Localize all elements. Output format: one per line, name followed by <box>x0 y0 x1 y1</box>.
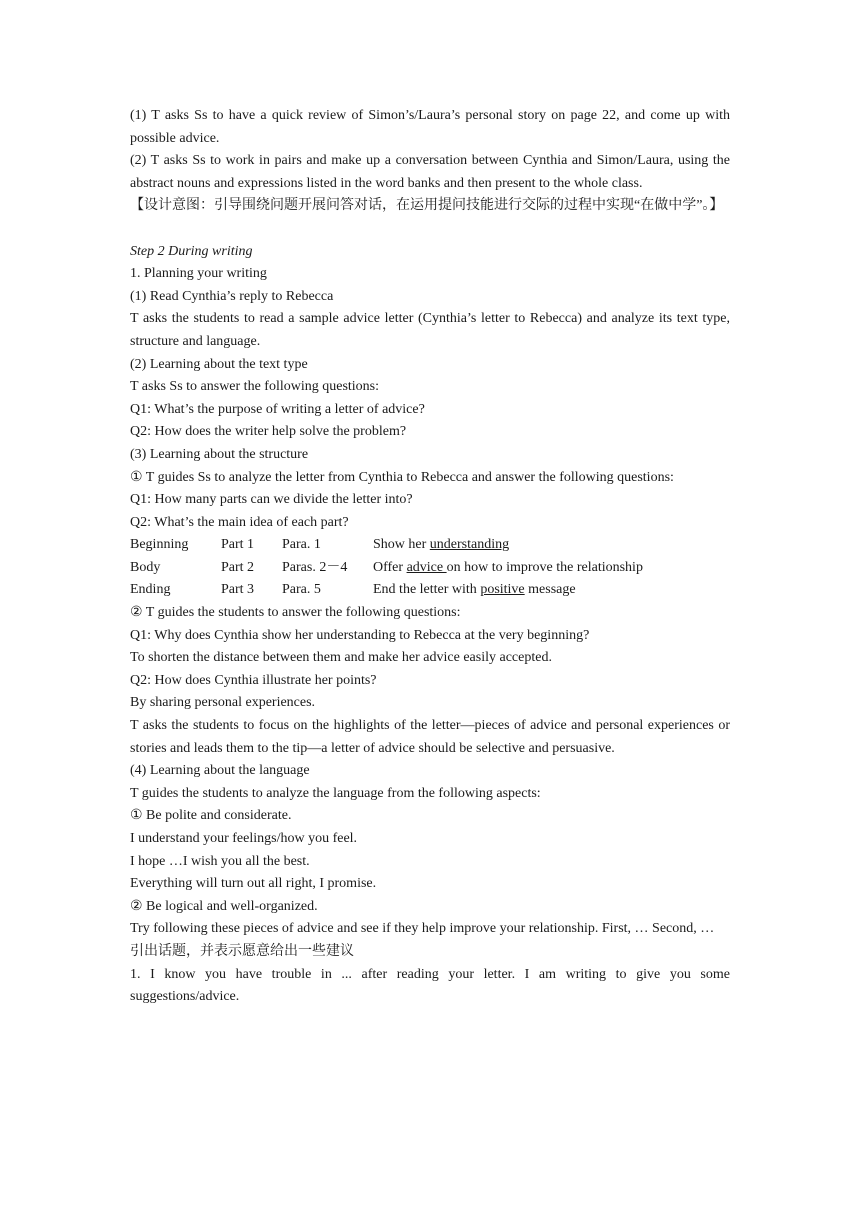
example-sentence: 1. I know you have trouble in ... after reading your letter. I am writing to give you some suggestions/advice. <box>130 966 730 1005</box>
example-sentence: I hope …I wish you all the best. <box>130 853 310 869</box>
language-description: T guides the students to analyze the language from the following aspects: <box>130 785 541 801</box>
part-cell: Part 1 <box>221 537 255 553</box>
language-point-2: ② Be logical and well-organized. <box>130 898 318 914</box>
question: Q1: What’s the purpose of writing a letter of advice? <box>130 401 425 417</box>
para-cell: Para. 5 <box>282 582 321 598</box>
structure-table <box>130 534 730 602</box>
step-heading: Step 2 During writing <box>130 243 253 259</box>
language-heading: (4) Learning about the language <box>130 763 310 779</box>
language-point-1: ① Be polite and considerate. <box>130 808 292 824</box>
example-sentence: Everything will turn out all right, I promise. <box>130 876 377 892</box>
structure-point-2: ② T guides the students to answer the following questions: <box>130 605 461 621</box>
highlights-paragraph: T asks the students to focus on the highlights of the letter—pieces of advice and personal experiences or stories and leads them to the tip—a letter of advice should be selective and persuasive. <box>130 718 730 756</box>
example-sentence: Try following these pieces of advice and see if they help improve your relationship. First, … Second, … <box>130 921 715 937</box>
read-description: T asks the students to read a sample advice letter (Cynthia’s letter to Rebecca) and analyze its text type, structure and language. <box>130 311 730 349</box>
structure-heading: (3) Learning about the structure <box>130 446 309 462</box>
part-cell: Part 3 <box>221 582 255 598</box>
para-cell: Paras. 2－4 <box>282 559 348 575</box>
para-cell: Para. 1 <box>282 537 321 553</box>
question: Q2: What’s the main idea of each part? <box>130 514 349 530</box>
table-row <box>130 579 730 602</box>
design-intent: 【设计意图：引导围绕问题开展问答对话，在运用提问技能进行交际的过程中实现“在做中学”。】 <box>130 198 724 214</box>
question: Q1: Why does Cynthia show her understanding to Rebecca at the very beginning? <box>130 627 590 643</box>
main-idea-cell: End the letter with positive message <box>373 582 576 598</box>
structure-point-1: ① T guides Ss to analyze the letter from Cynthia to Rebecca and answer the following questions: <box>130 469 674 485</box>
text-type-heading: (2) Learning about the text type <box>130 356 308 372</box>
main-idea-cell: Offer advice on how to improve the relationship <box>373 559 643 575</box>
section-cell: Ending <box>130 582 171 598</box>
document-page <box>130 105 730 1009</box>
table-row <box>130 557 730 580</box>
part-cell: Part 2 <box>221 559 255 575</box>
question: Q2: How does Cynthia illustrate her points? <box>130 672 377 688</box>
section-cell: Beginning <box>130 537 189 553</box>
answer: By sharing personal experiences. <box>130 695 316 711</box>
question: Q2: How does the writer help solve the problem? <box>130 424 407 440</box>
spacer <box>130 218 730 241</box>
text-type-description: T asks Ss to answer the following questions: <box>130 379 380 395</box>
table-row <box>130 534 730 557</box>
topic-heading-cn: 引出话题，并表示愿意给出一些建议 <box>130 943 354 959</box>
example-sentence: I understand your feelings/how you feel. <box>130 831 358 846</box>
intro-line-1: (1) T asks Ss to have a quick review of Simon’s/Laura’s personal story on page 22, and come up with possible advice. <box>130 108 730 146</box>
planning-heading: 1. Planning your writing <box>130 266 267 282</box>
main-idea-cell: Show her understanding <box>373 537 510 553</box>
read-reply-heading: (1) Read Cynthia’s reply to Rebecca <box>130 288 334 304</box>
intro-line-2: (2) T asks Ss to work in pairs and make up a conversation between Cynthia and Simon/Laura, using the abstract nouns and expressions listed in the word banks and then present to the whole class. <box>130 153 730 191</box>
answer: To shorten the distance between them and make her advice easily accepted. <box>130 650 552 666</box>
section-cell: Body <box>130 559 161 575</box>
question: Q1: How many parts can we divide the letter into? <box>130 492 413 508</box>
